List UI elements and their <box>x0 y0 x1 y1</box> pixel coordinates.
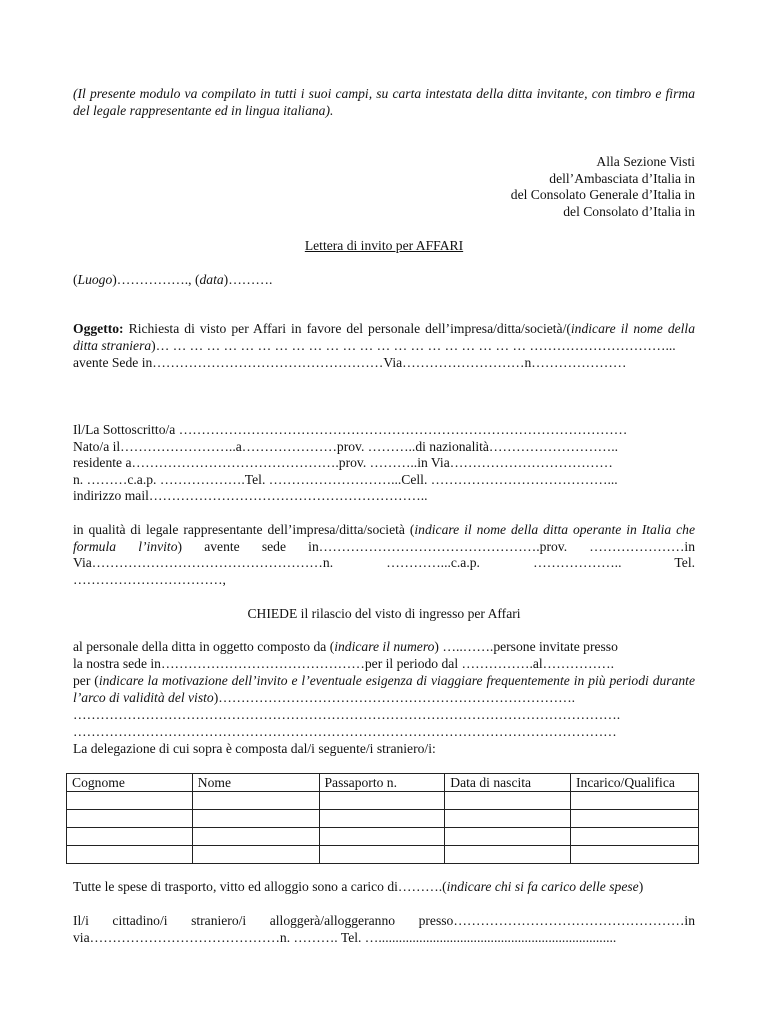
table-cell[interactable] <box>445 792 571 810</box>
request-title: CHIEDE il rilascio del visto di ingresso per Affari <box>247 606 521 621</box>
request-people-hint: indicare il numero <box>334 639 435 654</box>
table-cell[interactable] <box>319 792 445 810</box>
table-cell[interactable] <box>67 846 193 864</box>
signer-birth-line: Nato/a il……………………..a…………………prov. ………..di nazionalità……………………….. <box>73 438 619 454</box>
subject-label: Oggetto: <box>73 321 124 336</box>
request-reason-text: per ( <box>73 673 99 688</box>
recipient-line-4: del Consolato d’Italia in <box>563 203 695 219</box>
table-row <box>67 792 699 810</box>
header-nome: Nome <box>192 774 319 792</box>
delegation-line: La delegazione di cui sopra è composta dal/i seguente/i straniero/i: <box>73 741 436 756</box>
table-cell[interactable] <box>445 810 571 828</box>
request-reason-fill: )……………………………………………………………………. <box>213 689 576 705</box>
request-people-fill: ) …..…….persone invitate presso <box>434 639 618 654</box>
table-cell[interactable] <box>571 828 699 846</box>
table-header-row <box>67 774 699 792</box>
table-cell[interactable] <box>192 792 319 810</box>
table-cell[interactable] <box>445 846 571 864</box>
expenses-paragraph <box>73 879 695 896</box>
signer-name-line: Il/La Sottoscritto/a ……………………………………………………………………………………… <box>73 422 628 437</box>
request-dots-line-1: …………………………………………………………………………………………………………. <box>73 707 621 722</box>
table-cell[interactable] <box>571 846 699 864</box>
capacity-fill: ) avente sede in………………………………………….prov. …………………in Via……………………………………………n. …………...c.a.p. ……………….. Tel. ……………………………, <box>73 538 695 587</box>
expenses-text: Tutte le spese di trasporto, vitto ed alloggio sono a carico di……….( <box>73 879 447 894</box>
place-fill: )……………., ( <box>112 272 200 287</box>
header-incarico: Incarico/Qualifica <box>571 774 699 792</box>
capacity-paragraph <box>73 522 695 588</box>
date-fill: )………. <box>223 272 273 287</box>
table-cell[interactable] <box>192 846 319 864</box>
table-cell[interactable] <box>319 828 445 846</box>
request-period-line: la nostra sede in………………………………………per il periodo dal …………….al……………. <box>73 656 615 671</box>
letter-title-row <box>73 238 695 255</box>
request-reason-paragraph <box>73 673 695 706</box>
signer-residence-line: residente a……………………………………….prov. ………..in Via……………………………… <box>73 455 613 470</box>
date-hint: data <box>199 272 224 287</box>
table-row <box>67 846 699 864</box>
recipient-line-3: del Consolato Generale d’Italia in <box>510 187 695 202</box>
table-cell[interactable] <box>67 828 193 846</box>
subject-fill: )… … … … … … … … … … … … … … … … … … … … … … …………………………... <box>151 337 676 353</box>
header-passaporto: Passaporto n. <box>319 774 445 792</box>
capacity-text: in qualità di legale rappresentante dell’impresa/ditta/società ( <box>73 522 415 537</box>
request-reason-hint: indicare la motivazione dell’invito e l’eventuale esigenza di viaggiare frequentemente in più periodi durante l’arco di validità del visto <box>73 673 695 705</box>
table-cell[interactable] <box>67 810 193 828</box>
table-cell[interactable] <box>571 792 699 810</box>
place-date-line <box>73 272 695 289</box>
table-cell[interactable] <box>319 810 445 828</box>
subject-hint: indicare il nome della ditta straniera <box>73 321 695 353</box>
request-dots-line-2: ………………………………………………………………………………………………………… <box>73 724 617 739</box>
subject-text: Richiesta di visto per Affari in favore del personale dell’impresa/ditta/società/( <box>123 321 571 336</box>
delegation-table <box>66 773 699 864</box>
table-cell[interactable] <box>319 846 445 864</box>
request-people-text: al personale della ditta in oggetto composto da ( <box>73 639 335 654</box>
capacity-hint: indicare il nome della ditta operante in Italia che formula l’invito <box>73 522 695 554</box>
place-open: ( <box>73 272 78 287</box>
signer-email-line: indirizzo mail…………………………………………………….. <box>73 488 428 503</box>
recipient-line-2: dell’Ambasciata d’Italia in <box>549 170 695 186</box>
table-cell[interactable] <box>192 810 319 828</box>
table-row <box>67 828 699 846</box>
table-cell[interactable] <box>192 828 319 846</box>
intro-note: (Il presente modulo va compilato in tutti i suoi campi, su carta intestata della ditta invitante, con timbro e firma del legale rappresentante ed in lingua italiana). <box>73 86 695 118</box>
expenses-hint: indicare chi si fa carico delle spese <box>446 879 639 894</box>
lodging-paragraph: Il/i cittadino/i straniero/i alloggerà/alloggeranno presso……………………………………………in via……………………………………n. ………. Tel. …...................................................................... <box>73 913 695 945</box>
recipient-block <box>73 154 695 220</box>
signer-block <box>73 422 695 505</box>
signer-contact-line: n. ………c.a.p. ……………….Tel. ………………………...Cell. …………………………………... <box>73 471 618 487</box>
letter-title: Lettera di invito per AFFARI <box>304 238 464 253</box>
place-hint: Luogo <box>77 272 113 287</box>
subject-paragraph <box>73 321 695 354</box>
expenses-close: ) <box>638 879 644 894</box>
table-cell[interactable] <box>67 792 193 810</box>
subject-seat-line: avente Sede in……………………………………………Via………………………n………………… <box>73 355 627 370</box>
request-people-line <box>73 639 695 656</box>
recipient-line-1: Alla Sezione Visti <box>596 154 695 169</box>
header-cognome: Cognome <box>67 774 193 792</box>
table-cell[interactable] <box>571 810 699 828</box>
table-row <box>67 810 699 828</box>
header-data-nascita: Data di nascita <box>445 774 571 792</box>
table-cell[interactable] <box>445 828 571 846</box>
